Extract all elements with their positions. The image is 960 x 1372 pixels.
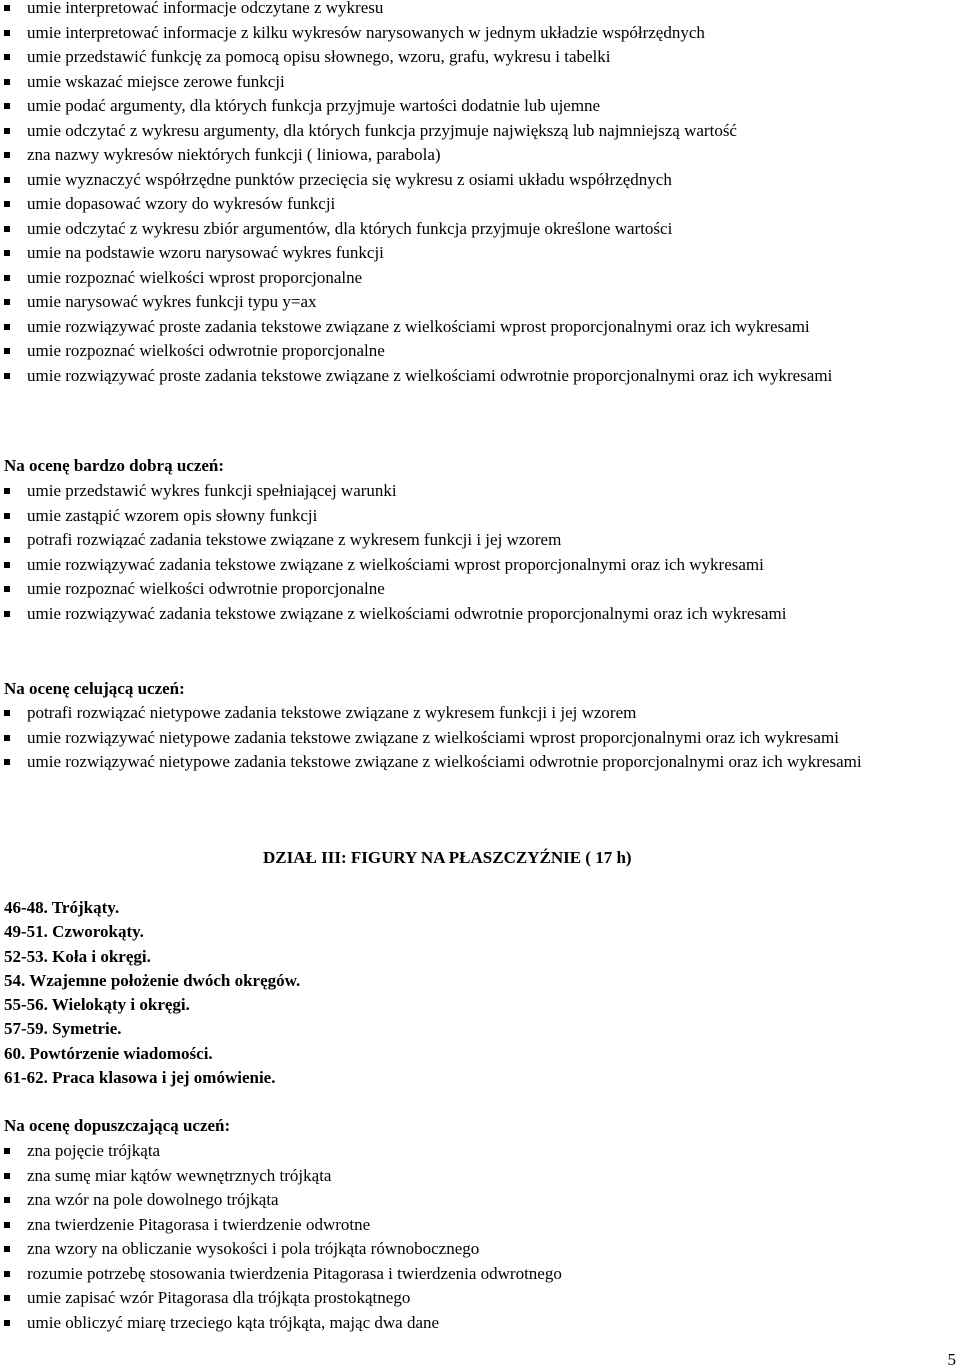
topic-item: 54. Wzajemne położenie dwóch okręgów. — [4, 970, 301, 990]
excellent-grade-heading: Na ocenę celującą uczeń: — [4, 679, 185, 698]
sufficient-grade-heading: Na ocenę dopuszczającą uczeń: — [4, 1116, 231, 1135]
topic-item: 61-62. Praca klasowa i jej omówienie. — [4, 1068, 276, 1088]
list-item: umie wyznaczyć współrzędne punktów przecięcia się wykresu z osiami układu współrzędnych — [0, 168, 960, 193]
list-item: umie rozpoznać wielkości wprost proporcjonalne — [0, 266, 960, 291]
topics-list — [4, 896, 300, 1090]
list-item: zna nazwy wykresów niektórych funkcji ( liniowa, parabola) — [0, 143, 960, 168]
list-item: umie odczytać z wykresu argumenty, dla których funkcja przyjmuje największą lub najmniejszą wartość — [0, 119, 960, 144]
list-item: umie interpretować informacje z kilku wykresów narysowanych w jednym układzie współrzędnych — [0, 21, 960, 46]
list-item: umie wskazać miejsce zerowe funkcji — [0, 70, 960, 95]
list-item: umie rozwiązywać proste zadania tekstowe związane z wielkościami wprost proporcjonalnymi oraz ich wykresami — [0, 315, 960, 340]
list-item: potrafi rozwiązać nietypowe zadania tekstowe związane z wykresem funkcji i jej wzorem — [0, 701, 960, 726]
topic-item: 52-53. Koła i okręgi. — [4, 946, 151, 966]
very-good-grade-heading: Na ocenę bardzo dobrą uczeń: — [4, 456, 225, 475]
list-item: zna pojęcie trójkąta — [0, 1139, 960, 1164]
list-item: umie rozwiązywać zadania tekstowe związane z wielkościami wprost proporcjonalnymi oraz ich wykresami — [0, 553, 960, 578]
page-number: 5 — [947, 1350, 956, 1369]
list-item: umie narysować wykres funkcji typu y=ax — [0, 290, 960, 315]
topic-item: 60. Powtórzenie wiadomości. — [4, 1043, 213, 1063]
list-item: umie zastąpić wzorem opis słowny funkcji — [0, 504, 960, 529]
topic-item: 49-51. Czworokąty. — [4, 922, 144, 942]
list-item: umie podać argumenty, dla których funkcja przyjmuje wartości dodatnie lub ujemne — [0, 94, 960, 119]
list-item: zna sumę miar kątów wewnętrznych trójkąta — [0, 1164, 960, 1189]
topic-item: 57-59. Symetrie. — [4, 1019, 122, 1039]
list-item: umie dopasować wzory do wykresów funkcji — [0, 192, 960, 217]
list-item: umie zapisać wzór Pitagorasa dla trójkąta prostokątnego — [0, 1286, 960, 1311]
list-item: umie rozpoznać wielkości odwrotnie proporcjonalne — [0, 577, 960, 602]
list-item: umie rozwiązywać nietypowe zadania tekstowe związane z wielkościami wprost proporcjonalnymi oraz ich wykresami — [0, 726, 960, 751]
list-item: umie odczytać z wykresu zbiór argumentów, dla których funkcja przyjmuje określone wartości — [0, 217, 960, 242]
excellent-grade-list — [0, 701, 960, 775]
list-item: umie rozwiązywać zadania tekstowe związane z wielkościami odwrotnie proporcjonalnymi oraz ich wykresami — [0, 602, 960, 627]
list-item: zna twierdzenie Pitagorasa i twierdzenie odwrotne — [0, 1213, 960, 1238]
list-item: umie na podstawie wzoru narysować wykres funkcji — [0, 241, 960, 266]
very-good-grade-list — [0, 479, 960, 626]
list-item: potrafi rozwiązać zadania tekstowe związane z wykresem funkcji i jej wzorem — [0, 528, 960, 553]
sufficient-grade-list — [0, 1139, 960, 1335]
list-item: umie przedstawić wykres funkcji spełniającej warunki — [0, 479, 960, 504]
topic-item: 55-56. Wielokąty i okręgi. — [4, 995, 190, 1015]
section-title: DZIAŁ III: FIGURY NA PŁASZCZYŹNIE ( 17 h) — [263, 848, 632, 867]
list-item: rozumie potrzebę stosowania twierdzenia Pitagorasa i twierdzenia odwrotnego — [0, 1262, 960, 1287]
topic-item: 46-48. Trójkąty. — [4, 898, 120, 917]
function-skills-list — [0, 0, 960, 388]
list-item: umie rozwiązywać proste zadania tekstowe związane z wielkościami odwrotnie proporcjonalnymi oraz ich wykresami — [0, 364, 960, 389]
list-item: umie rozpoznać wielkości odwrotnie proporcjonalne — [0, 339, 960, 364]
list-item: umie rozwiązywać nietypowe zadania tekstowe związane z wielkościami odwrotnie proporcjonalnymi oraz ich wykresami — [0, 750, 960, 775]
list-item: zna wzór na pole dowolnego trójkąta — [0, 1188, 960, 1213]
list-item: umie interpretować informacje odczytane z wykresu — [0, 0, 960, 21]
list-item: zna wzory na obliczanie wysokości i pola trójkąta równobocznego — [0, 1237, 960, 1262]
list-item: umie obliczyć miarę trzeciego kąta trójkąta, mając dwa dane — [0, 1311, 960, 1336]
list-item: umie przedstawić funkcję za pomocą opisu słownego, wzoru, grafu, wykresu i tabelki — [0, 45, 960, 70]
